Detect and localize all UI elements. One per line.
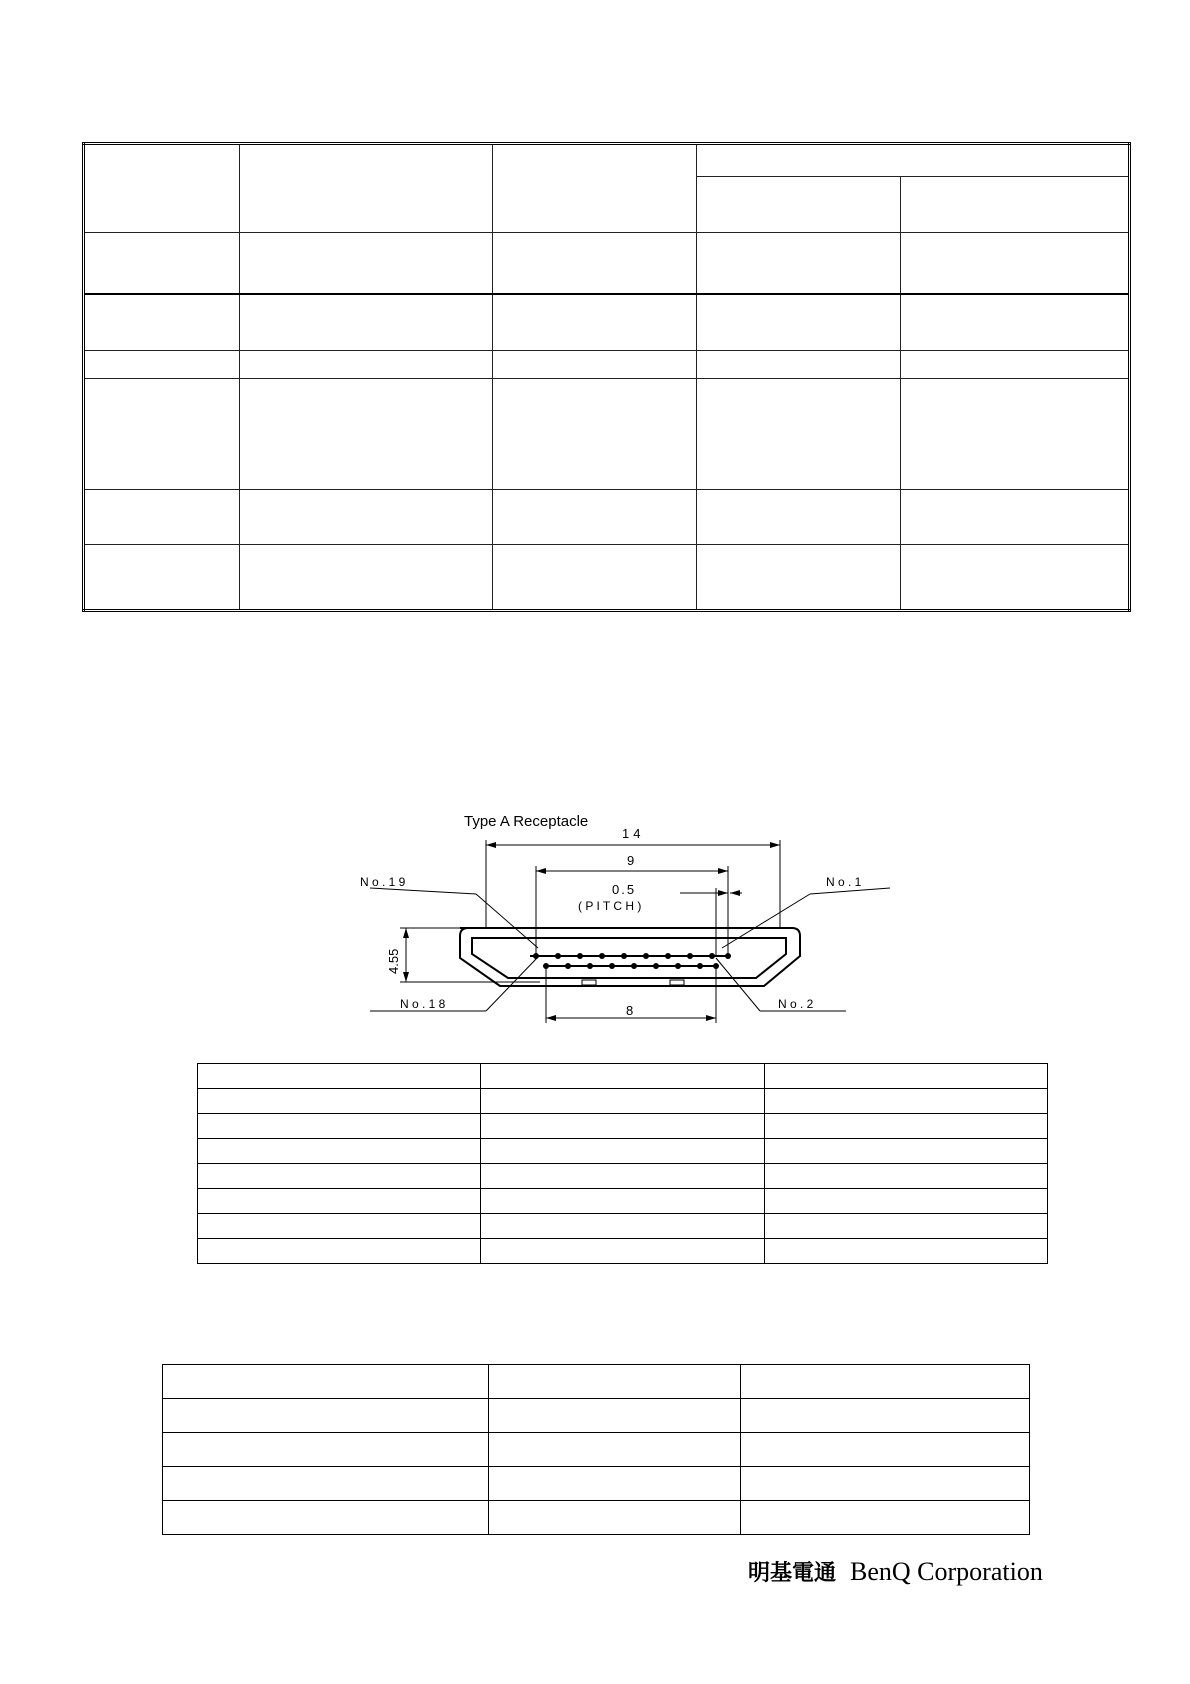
pin-19-label: N o . 1 9 <box>360 875 406 889</box>
dim-bottom-width: 8 <box>626 1003 634 1018</box>
table-row <box>84 351 1130 379</box>
header-subcell <box>697 177 901 233</box>
header-cell <box>84 144 240 233</box>
table-row <box>198 1239 1048 1264</box>
table-row <box>198 1114 1048 1139</box>
table-row <box>84 545 1130 611</box>
dim-inner-width: 9 <box>627 853 635 868</box>
dim-pitch: 0.5 <box>612 882 637 897</box>
spec-table <box>82 142 1131 612</box>
table-row <box>198 1214 1048 1239</box>
table-row <box>163 1501 1030 1535</box>
dim-total-width: 14 <box>622 826 645 841</box>
table-row <box>84 490 1130 545</box>
company-footer <box>748 1556 1043 1587</box>
diagram-title: Type A Receptacle <box>464 813 589 830</box>
header-cell <box>493 144 697 233</box>
table-row <box>163 1365 1030 1399</box>
pin-1-label: N o . 1 <box>826 875 862 889</box>
pin-table <box>197 1063 1048 1264</box>
dim-height: 4.55 <box>386 948 401 974</box>
bottom-table <box>162 1364 1030 1535</box>
hdmi-connector-diagram <box>350 808 910 1033</box>
pin-2-label: N o . 2 <box>778 997 814 1011</box>
header-subcell <box>901 177 1130 233</box>
table-row <box>198 1089 1048 1114</box>
table-row <box>163 1399 1030 1433</box>
table-row <box>198 1164 1048 1189</box>
company-name-english: BenQ Corporation <box>850 1557 1043 1586</box>
table-row <box>198 1139 1048 1164</box>
dim-pitch-label: ( P I T C H ) <box>578 899 642 913</box>
company-name-chinese: 明基電通 <box>748 1561 837 1586</box>
table-row <box>163 1433 1030 1467</box>
table-row <box>84 294 1130 351</box>
table-row <box>163 1467 1030 1501</box>
table-row <box>198 1064 1048 1089</box>
table-row <box>198 1189 1048 1214</box>
header-cell <box>240 144 493 233</box>
table-row <box>84 233 1130 294</box>
pin-18-label: N o . 1 8 <box>400 997 446 1011</box>
header-group-cell <box>697 144 1130 177</box>
table-row <box>84 379 1130 490</box>
